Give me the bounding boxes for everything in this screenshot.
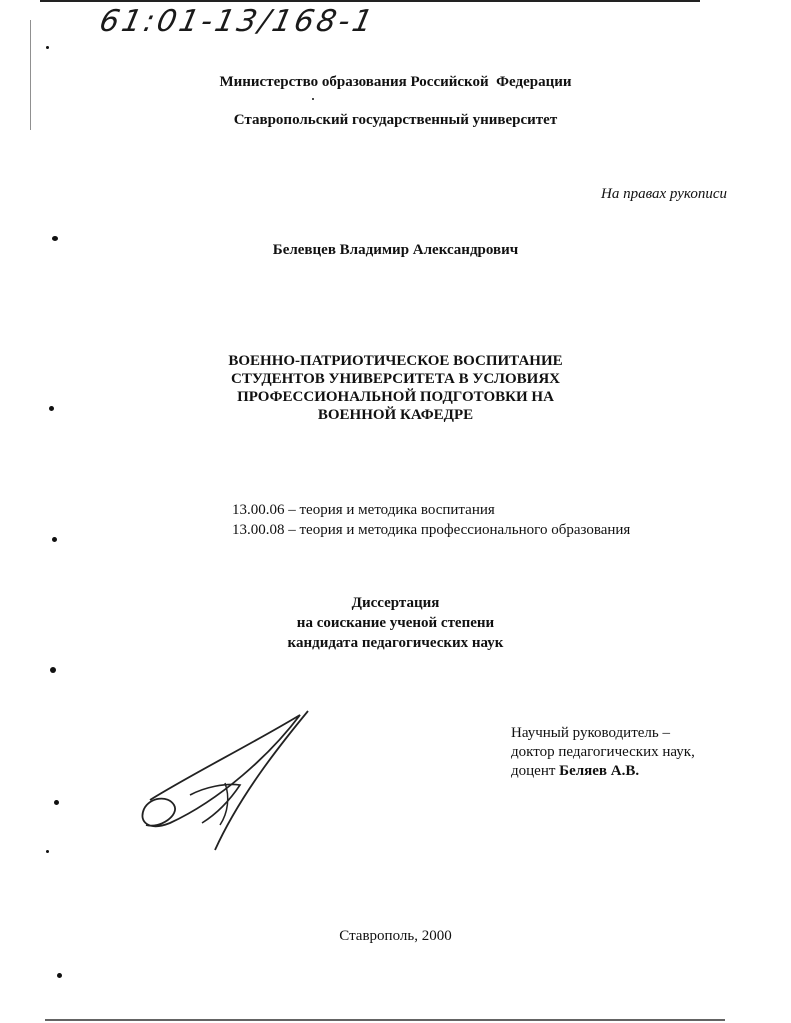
ministry-heading: Министерство образования Российской Федерации	[219, 74, 572, 90]
scan-speck	[46, 46, 49, 49]
supervisor-block	[511, 724, 695, 781]
author-name: Белевцев Владимир Александрович	[272, 242, 519, 258]
supervisor-degree: доктор педагогических наук,	[511, 744, 695, 760]
title-line: ВОЕННОЙ КАФЕДРЕ	[317, 407, 474, 423]
title-line: СТУДЕНТОВ УНИВЕРСИТЕТА В УСЛОВИЯХ	[230, 371, 560, 387]
scan-border-top	[40, 0, 700, 2]
specialty-item: 13.00.06 – теория и методика воспитания	[232, 502, 495, 518]
title-line: ПРОФЕССИОНАЛЬНОЙ ПОДГОТОВКИ НА	[237, 389, 554, 405]
rights-note: На правах рукописи	[601, 186, 727, 202]
title-line: ВОЕННО-ПАТРИОТИЧЕСКОЕ ВОСПИТАНИЕ	[228, 353, 563, 369]
scan-speck	[46, 850, 49, 853]
scan-speck	[312, 98, 314, 100]
supervisor-name: Беляев А.В.	[559, 763, 640, 779]
scan-speck	[57, 973, 62, 978]
university-heading: Ставропольский государственный университет	[233, 112, 558, 128]
archive-code: 61:01-13/168-1	[96, 4, 379, 39]
signature	[130, 705, 330, 855]
scan-speck	[52, 537, 57, 542]
scan-speck	[52, 236, 58, 241]
scan-speck	[54, 800, 59, 805]
degree-heading: Диссертация	[351, 595, 440, 611]
degree-line: на соискание ученой степени	[296, 615, 495, 631]
specialties	[232, 500, 630, 540]
city-year: Ставрополь, 2000	[339, 928, 452, 944]
supervisor-title: доцент Беляев А.В.	[511, 763, 640, 779]
scan-speck	[50, 667, 56, 673]
scan-border-bottom	[45, 1019, 725, 1021]
degree-line: кандидата педагогических наук	[287, 635, 504, 651]
dissertation-title	[0, 352, 791, 424]
specialty-item: 13.00.08 – теория и методика профессионального образования	[232, 522, 631, 538]
supervisor-role: Научный руководитель –	[511, 725, 670, 741]
degree-block	[0, 593, 791, 653]
